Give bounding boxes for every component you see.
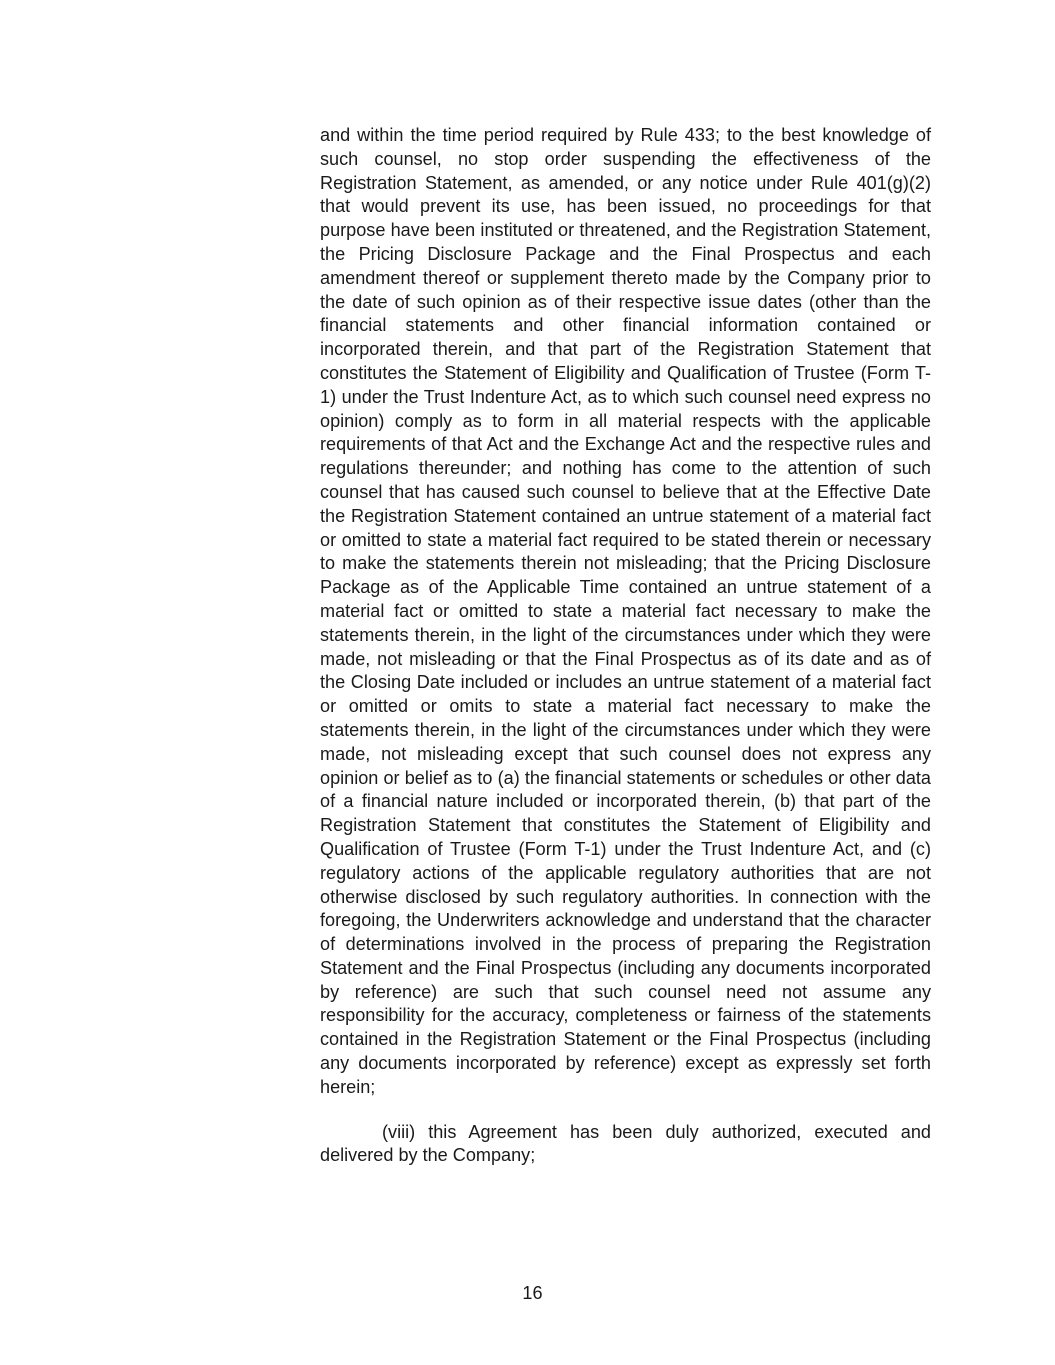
paragraph-viii-agreement-authorized: (viii) this Agreement has been duly authorized, executed and delivered by the Company; — [320, 1121, 931, 1166]
page-number: 16 — [522, 1283, 543, 1303]
paragraph-continued-opinion: and within the time period required by Rule 433; to the best knowledge of such counsel, no stop order suspending the effectiveness of the Registration Statement, as amended, or any notice under Rule 401(g)(2) that would prevent its use, has been issued, no proceedings for that purpose have been instituted or threatened, and the Registration Statement, the Pricing Disclosure Package and the Final Prospectus and each amendment thereof or supplement thereto made by the Company prior to the date of such opinion as of their respective issue dates (other than the financial statements and other financial information contained or incorporated therein, and that part of the Registration Statement that constitutes the Statement of Eligibility and Qualification of Trustee (Form T-1) under the Trust Indenture Act, as to which such counsel need express no opinion) comply as to form in all material respects with the applicable requirements of that Act and the Exchange Act and the respective rules and regulations thereunder; and nothing has come to the attention of such counsel that has caused such counsel to believe that at the Effective Date the Registration Statement contained an untrue statement of a material fact or omitted to state a material fact required to be stated therein or necessary to make the statements therein not misleading; that the Pricing Disclosure Package as of the Applicable Time contained an untrue statement of a material fact or omitted to state a material fact necessary to make the statements therein, in the light of the circumstances under which they were made, not misleading or that the Final Prospectus as of its date and as of the Closing Date included or includes an untrue statement of a material fact or omitted or omits to state a material fact necessary to make the statements therein, in the light of the circumstances under which they were made, not misleading except that such counsel does not express any opinion or belief as to (a) the financial statements or schedules or other data of a financial nature included or incorporated therein, (b) that part of the Registration Statement that constitutes the Statement of Eligibility and Qualification of Trustee (Form T-1) under the Trust Indenture Act, and (c) regulatory actions of the applicable regulatory authorities that are not otherwise disclosed by such regulatory authorities. In connection with the foregoing, the Underwriters acknowledge and understand that the character of determinations involved in the process of preparing the Registration Statement and the Final Prospectus (including any documents incorporated by reference) are such that such counsel need not assume any responsibility for the accuracy, completeness or fairness of the statements contained in the Registration Statement or the Final Prospectus (including any documents incorporated by reference) except as expressly set forth herein; — [320, 125, 931, 1097]
page-body — [320, 124, 931, 1168]
